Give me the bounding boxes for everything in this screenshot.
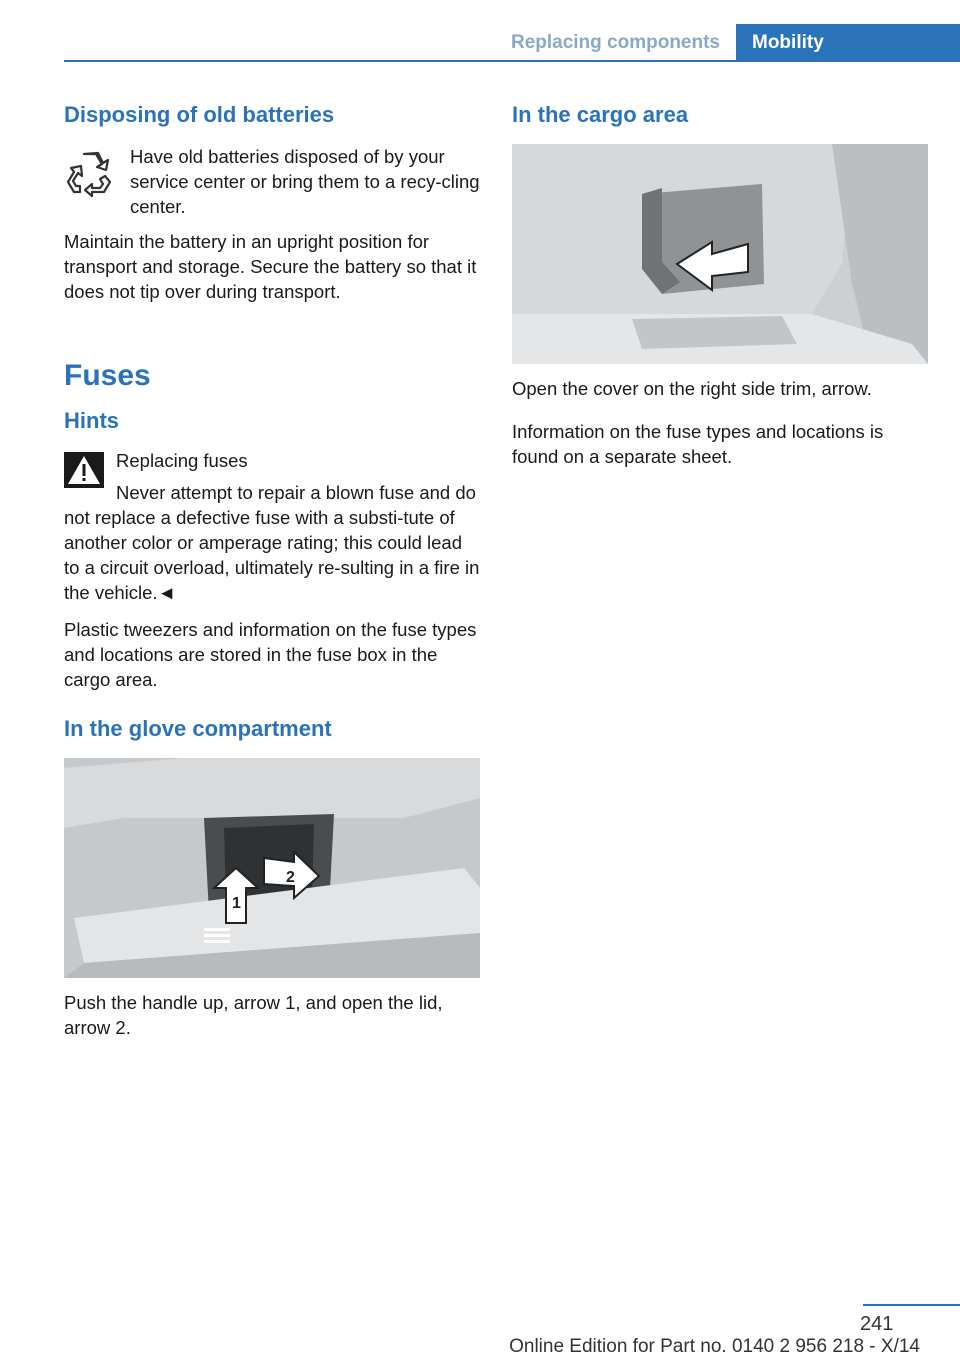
cargo-text-open-cover: Open the cover on the right side trim, arrow.	[512, 378, 872, 399]
glove-compartment-illustration	[64, 758, 480, 978]
header-rule	[64, 60, 960, 62]
left-column	[64, 100, 480, 1040]
heading-cargo-area: In the cargo area	[512, 102, 689, 127]
recycle-icon	[64, 146, 116, 198]
recycle-note	[64, 144, 480, 219]
header-chapter-tab: Mobility	[736, 24, 960, 62]
heading-glove-compartment: In the glove compartment	[64, 716, 332, 741]
heading-disposing-batteries: Disposing of old batteries	[64, 102, 335, 127]
edition-footer: Online Edition for Part no. 0140 2 956 218 - X/14	[509, 1336, 920, 1357]
warning-title: Replacing fuses	[116, 450, 248, 471]
footer-rule	[863, 1304, 960, 1306]
maintain-text: Maintain the battery in an upright position for transport and storage. Secure the battery so that it does not tip over during transport.	[64, 231, 477, 302]
cargo-area-illustration	[512, 144, 928, 364]
cargo-text-info: Information on the fuse types and locations is found on a separate sheet.	[512, 421, 884, 467]
header-section-title: Replacing components	[510, 32, 720, 53]
heading-hints: Hints	[64, 408, 119, 433]
warning-note	[64, 448, 480, 605]
arrow-2-label: 2	[286, 869, 295, 886]
glove-caption: Push the handle up, arrow 1, and open the lid, arrow 2.	[64, 992, 443, 1038]
page-header	[64, 24, 960, 62]
heading-fuses: Fuses	[64, 359, 151, 392]
tweezers-text: Plastic tweezers and information on the fuse types and locations are stored in the fuse box in the cargo area.	[64, 619, 477, 690]
dispose-text: Have old batteries disposed of by your service center or bring them to a recy‐cling center.	[130, 146, 480, 217]
arrow-1-label: 1	[232, 895, 241, 912]
right-column	[512, 100, 928, 469]
page-number: 241	[860, 1313, 894, 1335]
warning-text: Never attempt to repair a blown fuse and do not replace a defective fuse with a substi‐tute of another color or amperage rating; this could lead to a circuit overload, ultimately re‐sulting in a fire in the vehicle.◄	[64, 482, 480, 603]
warning-triangle-icon	[64, 452, 104, 488]
